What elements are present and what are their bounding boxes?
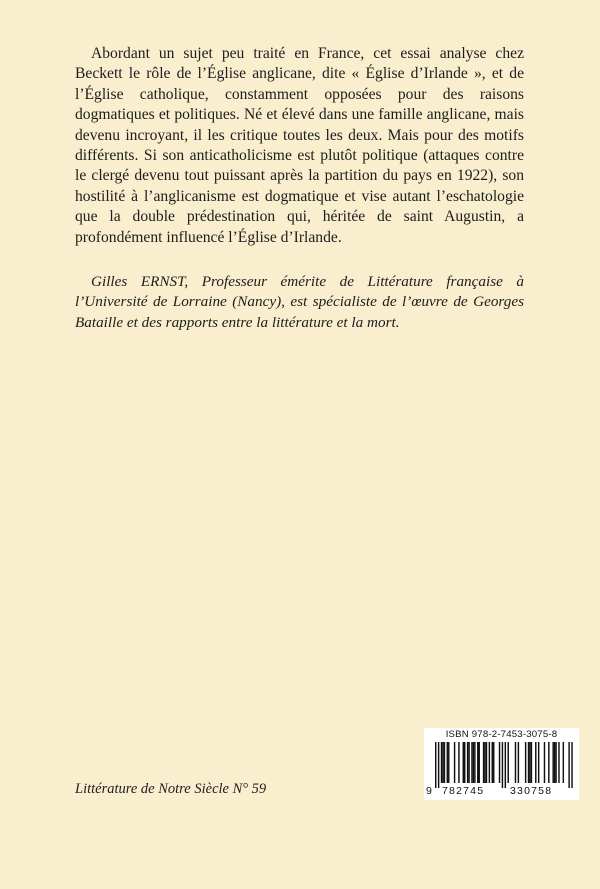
barcode-bar <box>438 742 439 788</box>
barcode-bar <box>525 742 526 783</box>
barcode-bar <box>442 742 443 783</box>
barcode-bar <box>538 742 539 783</box>
barcode-bar <box>535 742 536 783</box>
barcode-bar <box>508 742 509 783</box>
barcode-bar <box>477 742 478 783</box>
barcode-digits-left: 782745 <box>442 785 485 797</box>
barcode-bar <box>499 742 500 783</box>
isbn-barcode <box>424 728 579 800</box>
barcode-bar <box>518 742 519 783</box>
barcode-digits-right: 330758 <box>510 785 553 797</box>
barcode-bar <box>448 742 449 783</box>
barcode-bar <box>555 742 556 783</box>
barcode-bar <box>467 742 468 783</box>
barcode-bar <box>479 742 480 783</box>
barcode-bar <box>531 742 532 783</box>
back-cover-summary: Abordant un sujet peu traité en France, cet essai analyse chez Beckett le rôle de l’Église anglicane, dite « Église d’Irlande », et de l’Église catholique, constamment opposées pour des raisons dogmatiques et politiques. Né et élevé dans une famille anglicane, mais devenu incroyant, il les critique toutes les deux. Mais pour des motifs différents. Si son anticatholicisme est plutôt politique (attaques contre le clergé devenu tout puissant après la partition du pays en 1922), son hostilité à l’anglicanisme est dogmatique et vise autant l’eschatologie que la double prédestination qui, héritée de saint Augustin, a profondément influencé l’Église d’Irlande. <box>75 45 524 246</box>
isbn-label: ISBN 978-2-7453-3075-8 <box>445 729 558 740</box>
barcode-bar <box>528 742 529 783</box>
author-biography: Gilles ERNST, Professeur émérite de Littérature française à l’Université de Lorraine (Nancy), est spécialiste de l’œuvre de Georges Bataille et des rapports entre la littérature et la mort. <box>75 273 524 331</box>
barcode-bar <box>473 742 474 783</box>
barcode-bar <box>483 742 484 783</box>
barcode-bar <box>464 742 465 783</box>
barcode-bar <box>471 742 472 783</box>
barcode-bar <box>515 742 516 783</box>
barcode-bar <box>502 742 503 788</box>
barcode-bar <box>463 742 464 783</box>
barcode-bar <box>468 742 469 783</box>
barcode-bar <box>554 742 555 783</box>
barcode-bar <box>454 742 455 783</box>
barcode-bar <box>548 742 549 783</box>
barcode-bar <box>552 742 553 783</box>
barcode-bar <box>493 742 494 783</box>
barcode-bar <box>489 742 490 783</box>
barcode-digit-first: 9 <box>426 785 432 797</box>
barcode-bar <box>571 742 572 788</box>
barcode-bar <box>568 742 569 788</box>
barcode-bar <box>447 742 448 783</box>
barcode-bar <box>492 742 493 783</box>
barcode-bar <box>544 742 545 783</box>
barcode-bar <box>458 742 459 783</box>
barcode-bar <box>563 742 564 783</box>
barcode-bar <box>474 742 475 783</box>
barcode-bar <box>484 742 485 783</box>
barcode-bar <box>486 742 487 783</box>
barcode-bar <box>529 742 530 783</box>
barcode-bar <box>444 742 445 783</box>
barcode-bar <box>558 742 559 783</box>
barcode-bar <box>505 742 506 788</box>
barcode-bars <box>424 742 579 788</box>
barcode-bar <box>435 742 436 788</box>
barcode-bar <box>441 742 442 783</box>
series-title: Littérature de Notre Siècle N° 59 <box>75 781 267 797</box>
